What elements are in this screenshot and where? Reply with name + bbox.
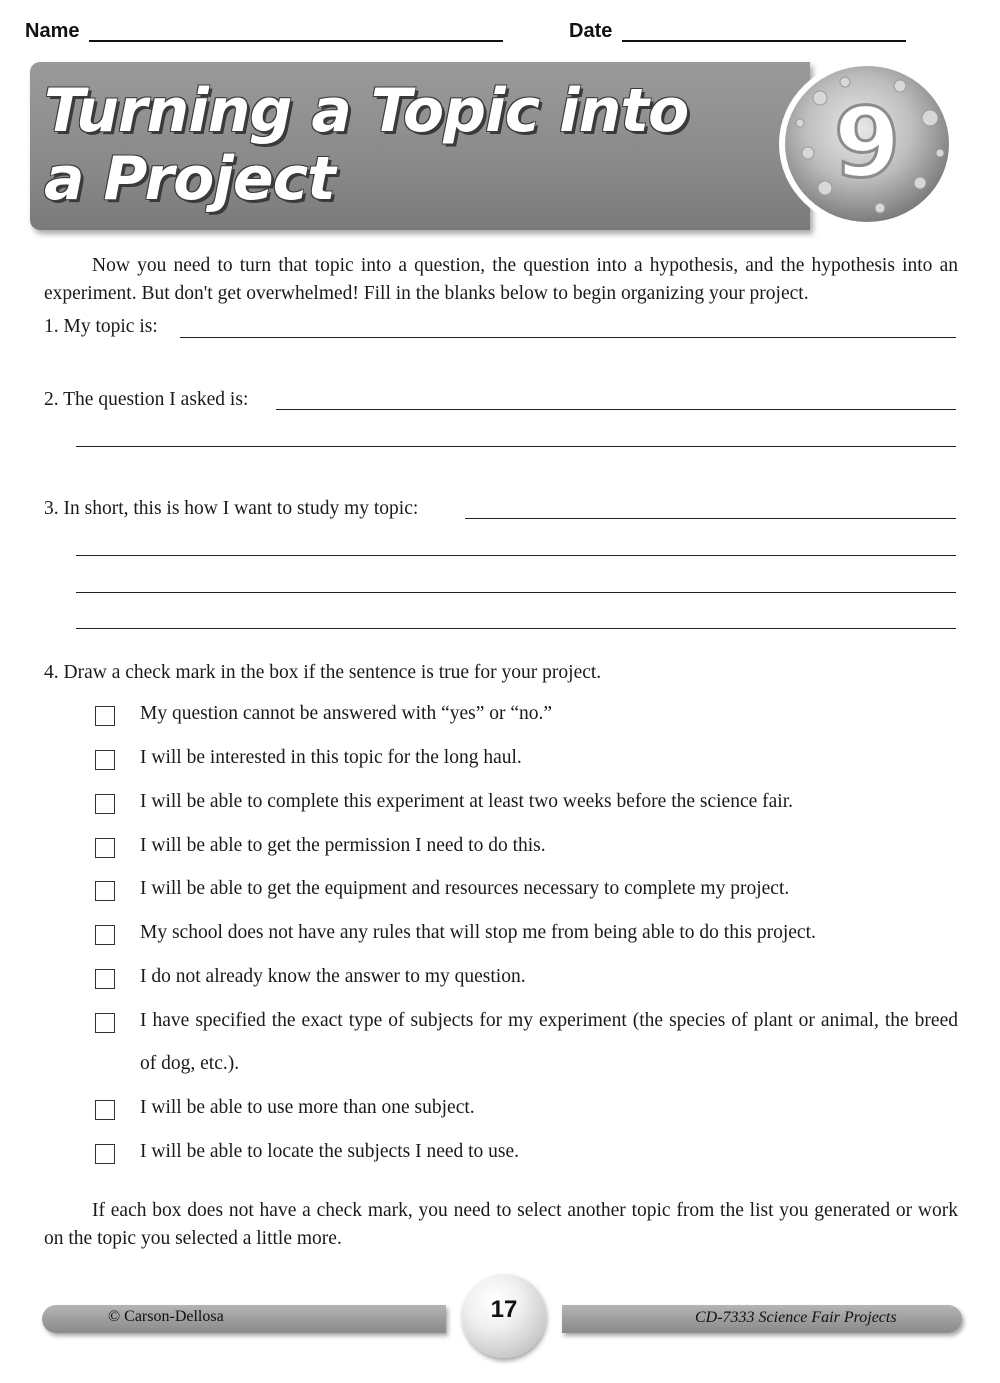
name-label: Name: [25, 20, 80, 42]
closing-text: If each box does not have a check mark, you need to select another topic from the list you generated or work on the topic you selected a little more.: [44, 1200, 958, 1249]
checkbox[interactable]: [95, 794, 115, 814]
study-answer-line-4[interactable]: [76, 628, 956, 629]
page-title-line-1: Turning a Topic into: [44, 76, 689, 146]
question-answer-line-2[interactable]: [76, 446, 956, 447]
date-field[interactable]: [622, 40, 906, 42]
checklist-item-text: I have specified the exact type of subjects for my experiment (the species of plant or animal, the breed of dog, etc.).: [140, 1010, 958, 1074]
checkbox[interactable]: [95, 750, 115, 770]
page-number: 17: [490, 1296, 518, 1323]
checklist-item-text: I will be able to use more than one subject.: [140, 1097, 475, 1118]
checkbox[interactable]: [95, 1100, 115, 1120]
study-answer-line-1[interactable]: [465, 518, 956, 519]
study-answer-line-2[interactable]: [76, 555, 956, 556]
topic-answer-line[interactable]: [180, 337, 956, 338]
checklist-item-text: I will be able to get the permission I need to do this.: [140, 835, 546, 856]
lesson-number-badge: [770, 58, 960, 233]
question-2-label: 2. The question I asked is:: [44, 389, 249, 410]
footer-bar-left: [42, 1305, 446, 1333]
checkbox[interactable]: [95, 969, 115, 989]
checklist-item-text: My question cannot be answered with “yes” or “no.”: [140, 703, 553, 724]
checklist-item-text: I will be able to get the equipment and resources necessary to complete my project.: [140, 878, 790, 899]
question-3-label: 3. In short, this is how I want to study my topic:: [44, 498, 419, 519]
page-title-line-2: a Project: [44, 144, 335, 214]
question-4-label: 4. Draw a check mark in the box if the sentence is true for your project.: [44, 662, 602, 683]
checkbox[interactable]: [95, 1144, 115, 1164]
date-label: Date: [569, 20, 613, 42]
closing-paragraph: [44, 1197, 958, 1253]
checkbox[interactable]: [95, 881, 115, 901]
product-code-text: CD-7333 Science Fair Projects: [695, 1309, 897, 1326]
study-answer-line-3[interactable]: [76, 592, 956, 593]
question-answer-line-1[interactable]: [276, 409, 956, 410]
question-1-label: 1. My topic is:: [44, 316, 158, 337]
checklist-item-text: I will be interested in this topic for the long haul.: [140, 747, 522, 768]
checklist-item-text: I will be able to complete this experiment at least two weeks before the science fair.: [140, 791, 794, 812]
checklist-item-text: I will be able to locate the subjects I need to use.: [140, 1141, 520, 1162]
intro-text: Now you need to turn that topic into a question, the question into a hypothesis, and the hypothesis into an experiment. But don't get overwhelmed! Fill in the blanks below to begin organizing your project.: [44, 255, 958, 304]
copyright-text: © Carson-Dellosa: [108, 1308, 224, 1325]
checklist-item-text: I do not already know the answer to my question.: [140, 966, 526, 987]
badge-number: 9: [833, 87, 901, 199]
intro-paragraph: [44, 252, 958, 308]
checkbox[interactable]: [95, 838, 115, 858]
checklist-item-text: My school does not have any rules that will stop me from being able to do this project.: [140, 922, 816, 943]
checkbox[interactable]: [95, 925, 115, 945]
checkbox[interactable]: [95, 1013, 115, 1033]
name-field[interactable]: [89, 40, 503, 42]
checkbox[interactable]: [95, 706, 115, 726]
